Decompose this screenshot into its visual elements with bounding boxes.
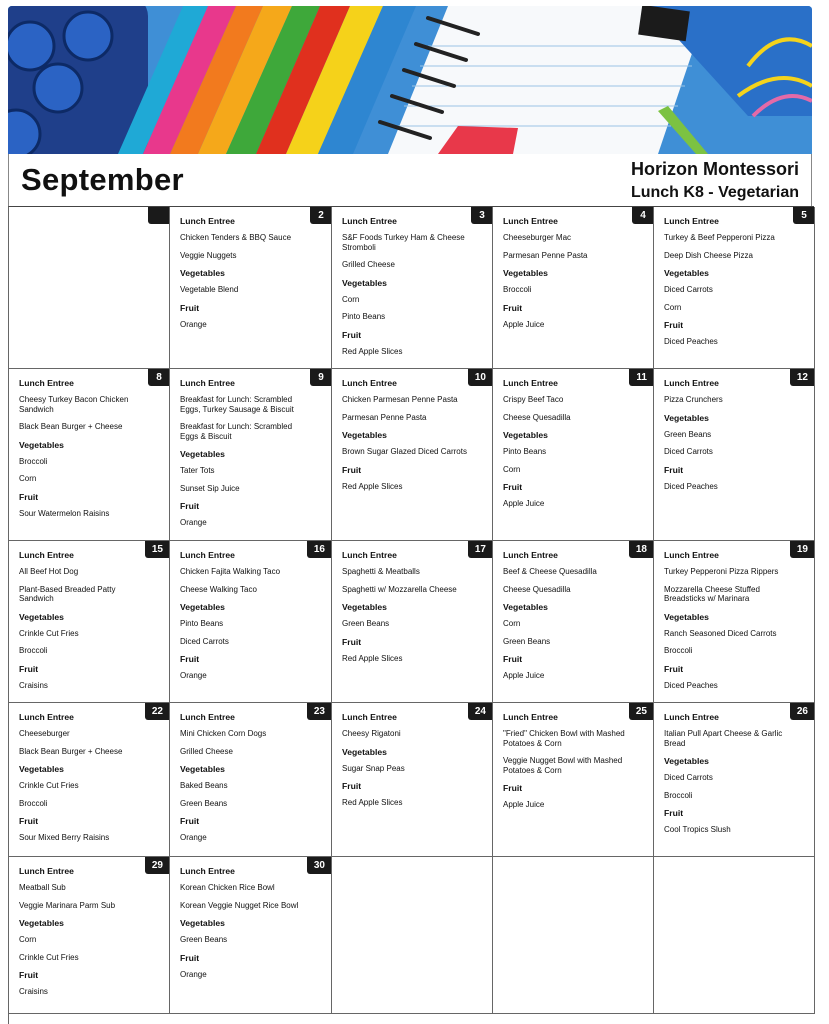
- menu-item: Meatball Sub: [19, 883, 66, 892]
- menu-item: Orange: [180, 518, 207, 527]
- menu-item: Corn: [342, 294, 360, 304]
- day-cell: [654, 369, 815, 541]
- menu-category-heading: Fruit: [503, 783, 523, 793]
- menu-category-heading: Vegetables: [342, 277, 387, 288]
- menu-category-heading: Fruit: [503, 482, 523, 492]
- menu-item: Corn: [19, 935, 37, 944]
- menu-category-heading: Lunch Entree: [180, 378, 235, 388]
- menu-category-heading: Fruit: [664, 320, 684, 330]
- menu-category-heading: Vegetables: [180, 268, 225, 278]
- menu-item: Turkey & Beef Pepperoni Pizza: [664, 233, 775, 242]
- day-cell: [654, 703, 815, 857]
- menu-item: Turkey Pepperoni Pizza Rippers: [664, 567, 779, 576]
- menu-category-heading: Vegetables: [664, 611, 709, 622]
- school-name: Horizon Montessori: [630, 159, 799, 179]
- menu-category-heading: Fruit: [342, 781, 362, 791]
- day-number-badge: 4: [632, 207, 653, 224]
- menu-item: Spaghetti w/ Mozzarella Cheese: [342, 584, 457, 594]
- menu-item: Diced Peaches: [664, 680, 718, 690]
- menu-category-heading: Fruit: [664, 808, 684, 818]
- day-number-badge: 10: [468, 369, 492, 386]
- menu-item: Green Beans: [664, 429, 712, 439]
- menu-category-heading: Fruit: [664, 663, 684, 674]
- menu-item: Black Bean Burger + Cheese: [19, 746, 123, 756]
- day-cell: [654, 857, 815, 1014]
- menu-item: Diced Carrots: [180, 636, 229, 646]
- menu-category-heading: Vegetables: [342, 602, 387, 612]
- menu-item: All Beef Hot Dog: [19, 567, 79, 576]
- menu-item: Black Bean Burger + Cheese: [19, 422, 123, 431]
- menu-category-heading: Lunch Entree: [503, 712, 558, 722]
- menu-item: Sugar Snap Peas: [342, 763, 405, 773]
- menu-category-heading: Fruit: [180, 816, 200, 826]
- menu-item: Ranch Seasoned Diced Carrots: [664, 628, 777, 638]
- day-cell: [170, 703, 332, 857]
- menu-item: Red Apple Slices: [342, 346, 403, 356]
- menu-item: Orange: [180, 833, 207, 842]
- day-number-badge: 29: [145, 857, 169, 874]
- menu-item: Crispy Beef Taco: [503, 395, 564, 404]
- menu-category-heading: Lunch Entree: [19, 378, 74, 388]
- menu-item: Veggie Nugget Bowl with Mashed Potatoes & Corn: [503, 756, 623, 775]
- day-number-badge: 3: [471, 207, 492, 224]
- menu-category-heading: Lunch Entree: [503, 216, 558, 226]
- menu-item: Orange: [180, 969, 207, 979]
- menu-category-heading: Vegetables: [342, 746, 387, 757]
- menu-item: Apple Juice: [503, 499, 545, 508]
- menu-category-heading: Lunch Entree: [180, 216, 235, 226]
- menu-item: Green Beans: [180, 798, 228, 808]
- menu-category-heading: Fruit: [342, 464, 362, 475]
- day-cell: [332, 857, 493, 1014]
- day-cell: [9, 207, 170, 369]
- menu-item: "Fried" Chicken Bowl with Mashed Potatoes & Corn: [503, 729, 625, 748]
- day-cell: [332, 541, 493, 703]
- menu-item: Veggie Nuggets: [180, 250, 237, 260]
- menu-calendar-grid: [8, 206, 814, 1024]
- school-supplies-banner: [8, 6, 812, 154]
- menu-item: Apple Juice: [503, 671, 545, 680]
- day-number-badge: 15: [145, 541, 169, 558]
- menu-category-heading: Lunch Entree: [342, 712, 397, 722]
- menu-item: Green Beans: [503, 636, 551, 646]
- calendar-header: [8, 154, 812, 206]
- day-cell: [493, 369, 654, 541]
- day-cell: [493, 703, 654, 857]
- menu-item: Breakfast for Lunch: Scrambled Eggs & Biscuit: [180, 422, 293, 441]
- menu-item: Mozzarella Cheese Stuffed Breadsticks w/ Marinara: [664, 584, 760, 603]
- menu-item: Broccoli: [664, 646, 693, 655]
- menu-category-heading: Lunch Entree: [342, 550, 397, 560]
- menu-category-heading: Vegetables: [19, 764, 64, 774]
- menu-category-heading: Fruit: [503, 302, 523, 313]
- menu-item: Vegetable Blend: [180, 285, 239, 294]
- menu-item: Diced Peaches: [664, 337, 718, 346]
- menu-item: Broccoli: [19, 646, 48, 655]
- menu-item: Cool Tropics Slush: [664, 825, 731, 834]
- day-number-badge: 8: [148, 369, 169, 386]
- menu-category-heading: Lunch Entree: [503, 550, 558, 560]
- menu-item: Orange: [180, 319, 207, 329]
- menu-category-heading: Fruit: [342, 636, 362, 647]
- day-number-badge: 24: [468, 703, 492, 720]
- menu-item: Diced Peaches: [664, 481, 718, 491]
- menu-item: Grilled Cheese: [342, 260, 395, 269]
- menu-item: Green Beans: [342, 619, 390, 628]
- day-cell: [9, 541, 170, 703]
- day-cell: [654, 207, 815, 369]
- menu-item: Mini Chicken Corn Dogs: [180, 729, 267, 738]
- menu-item: Chicken Fajita Walking Taco: [180, 567, 281, 576]
- menu-item: Deep Dish Cheese Pizza: [664, 250, 753, 260]
- menu-item: Broccoli: [19, 798, 48, 808]
- month-title: September: [21, 162, 184, 197]
- menu-item: Breakfast for Lunch: Scrambled Eggs, Turkey Sausage & Biscuit: [180, 395, 294, 414]
- menu-category-heading: Vegetables: [503, 602, 548, 612]
- menu-item: Diced Carrots: [664, 773, 713, 782]
- menu-category-heading: Fruit: [503, 654, 523, 664]
- menu-category-heading: Lunch Entree: [664, 550, 719, 560]
- menu-category-heading: Fruit: [19, 816, 39, 826]
- day-number-badge: 11: [629, 369, 653, 386]
- day-cell: [493, 541, 654, 703]
- day-number-badge: 17: [468, 541, 492, 558]
- menu-category-heading: Vegetables: [19, 611, 64, 622]
- menu-item: Corn: [664, 302, 682, 312]
- menu-item: Corn: [19, 474, 37, 483]
- menu-category-heading: Vegetables: [180, 449, 225, 459]
- menu-item: Italian Pull Apart Cheese & Garlic Bread: [664, 729, 783, 748]
- day-cell: [170, 207, 332, 369]
- menu-item: Craisins: [19, 987, 48, 996]
- menu-type-label: Lunch K8 - Vegetarian: [630, 184, 799, 201]
- menu-item: Cheese Quesadilla: [503, 584, 571, 594]
- menu-item: Korean Veggie Nugget Rice Bowl: [180, 900, 299, 910]
- day-cell: [493, 857, 654, 1014]
- menu-category-heading: Vegetables: [342, 430, 387, 440]
- menu-item: Apple Juice: [503, 319, 545, 329]
- menu-item: Tater Tots: [180, 466, 215, 475]
- menu-category-heading: Vegetables: [180, 602, 225, 612]
- menu-category-heading: Lunch Entree: [180, 866, 235, 876]
- menu-item: Spaghetti & Meatballs: [342, 567, 420, 576]
- menu-category-heading: Lunch Entree: [503, 378, 558, 388]
- menu-item: Plant-Based Breaded Patty Sandwich: [19, 584, 116, 603]
- menu-item: Corn: [503, 464, 521, 474]
- menu-item: Baked Beans: [180, 781, 228, 790]
- day-number-badge: 19: [790, 541, 814, 558]
- day-number-badge: [148, 207, 169, 224]
- menu-item: Red Apple Slices: [342, 798, 403, 807]
- menu-category-heading: Vegetables: [19, 439, 64, 450]
- menu-category-heading: Vegetables: [664, 268, 709, 278]
- menu-item: Broccoli: [664, 790, 693, 800]
- menu-category-heading: Lunch Entree: [664, 216, 719, 226]
- menu-item: Cheeseburger: [19, 729, 70, 738]
- menu-category-heading: Lunch Entree: [19, 866, 74, 876]
- day-cell: [332, 369, 493, 541]
- menu-item: Broccoli: [19, 456, 48, 466]
- menu-item: S&F Foods Turkey Ham & Cheese Stromboli: [342, 233, 465, 252]
- day-cell: [9, 369, 170, 541]
- menu-category-heading: Vegetables: [503, 430, 548, 440]
- menu-item: Veggie Marinara Parm Sub: [19, 900, 116, 910]
- menu-item: Orange: [180, 671, 207, 680]
- day-cell: [9, 857, 170, 1014]
- menu-category-heading: Vegetables: [180, 918, 225, 928]
- menu-category-heading: Lunch Entree: [19, 712, 74, 722]
- menu-item: Pinto Beans: [503, 447, 547, 456]
- menu-item: Red Apple Slices: [342, 481, 403, 491]
- day-cell: [170, 541, 332, 703]
- menu-category-heading: Fruit: [19, 663, 39, 674]
- day-cell: [654, 541, 815, 703]
- menu-category-heading: Vegetables: [664, 412, 709, 423]
- menu-item: Cheesy Rigatoni: [342, 729, 401, 738]
- day-number-badge: 2: [310, 207, 331, 224]
- menu-item: Cheesy Turkey Bacon Chicken Sandwich: [19, 395, 129, 414]
- menu-item: Brown Sugar Glazed Diced Carrots: [342, 447, 467, 456]
- menu-item: Crinkle Cut Fries: [19, 781, 79, 790]
- menu-item: Apple Juice: [503, 800, 545, 809]
- day-number-badge: 18: [629, 541, 653, 558]
- menu-item: Parmesan Penne Pasta: [503, 250, 588, 260]
- menu-category-heading: Fruit: [664, 464, 684, 475]
- menu-category-heading: Fruit: [180, 952, 200, 963]
- menu-item: Sour Mixed Berry Raisins: [19, 833, 110, 842]
- menu-item: Diced Carrots: [664, 285, 713, 294]
- menu-item: Cheese Walking Taco: [180, 584, 257, 594]
- menu-item: Crinkle Cut Fries: [19, 628, 79, 638]
- menu-category-heading: Vegetables: [664, 756, 709, 766]
- day-number-badge: 16: [307, 541, 331, 558]
- menu-item: Sour Watermelon Raisins: [19, 508, 110, 518]
- menu-category-heading: Lunch Entree: [19, 550, 74, 560]
- menu-item: Pizza Crunchers: [664, 395, 723, 404]
- day-cell: [9, 703, 170, 857]
- day-cell: [493, 207, 654, 369]
- menu-item: Cheese Quesadilla: [503, 412, 571, 422]
- menu-item: Green Beans: [180, 935, 228, 944]
- day-cell: [170, 369, 332, 541]
- menu-category-heading: Lunch Entree: [342, 216, 397, 226]
- day-number-badge: 22: [145, 703, 169, 720]
- menu-item: Craisins: [19, 680, 48, 690]
- day-number-badge: 26: [790, 703, 814, 720]
- menu-item: Chicken Tenders & BBQ Sauce: [180, 233, 292, 242]
- menu-category-heading: Lunch Entree: [180, 550, 235, 560]
- day-number-badge: 9: [310, 369, 331, 386]
- menu-item: Korean Chicken Rice Bowl: [180, 883, 275, 892]
- menu-item: Grilled Cheese: [180, 746, 233, 756]
- day-cell: [332, 703, 493, 857]
- menu-item: Chicken Parmesan Penne Pasta: [342, 395, 458, 404]
- menu-item: Pinto Beans: [342, 312, 386, 321]
- menu-item: Diced Carrots: [664, 447, 713, 456]
- day-number-badge: 23: [307, 703, 331, 720]
- menu-category-heading: Vegetables: [19, 918, 64, 928]
- day-cell: [332, 207, 493, 369]
- day-number-badge: 12: [790, 369, 814, 386]
- menu-category-heading: Fruit: [19, 970, 39, 980]
- day-cell: [170, 857, 332, 1014]
- banner-illustration: [8, 6, 812, 154]
- day-number-badge: 30: [307, 857, 331, 874]
- menu-category-heading: Fruit: [342, 329, 362, 340]
- menu-category-heading: Lunch Entree: [664, 712, 719, 722]
- menu-category-heading: Lunch Entree: [664, 378, 719, 388]
- menu-category-heading: Vegetables: [180, 764, 225, 774]
- day-number-badge: 5: [793, 207, 814, 224]
- menu-item: Pinto Beans: [180, 619, 224, 628]
- menu-item: Red Apple Slices: [342, 653, 403, 663]
- menu-item: Sunset Sip Juice: [180, 483, 240, 493]
- menu-category-heading: Fruit: [180, 501, 200, 511]
- menu-item: Broccoli: [503, 285, 532, 294]
- menu-category-heading: Lunch Entree: [180, 712, 235, 722]
- menu-item: Cheeseburger Mac: [503, 233, 572, 242]
- menu-item: Beef & Cheese Quesadilla: [503, 567, 597, 576]
- day-number-badge: 25: [629, 703, 653, 720]
- menu-item: Corn: [503, 619, 521, 628]
- menu-category-heading: Fruit: [180, 302, 200, 313]
- menu-item: Crinkle Cut Fries: [19, 952, 79, 962]
- menu-category-heading: Fruit: [19, 491, 39, 502]
- menu-category-heading: Lunch Entree: [342, 378, 397, 388]
- menu-category-heading: Fruit: [180, 654, 200, 664]
- menu-item: Parmesan Penne Pasta: [342, 412, 427, 422]
- menu-category-heading: Vegetables: [503, 268, 548, 278]
